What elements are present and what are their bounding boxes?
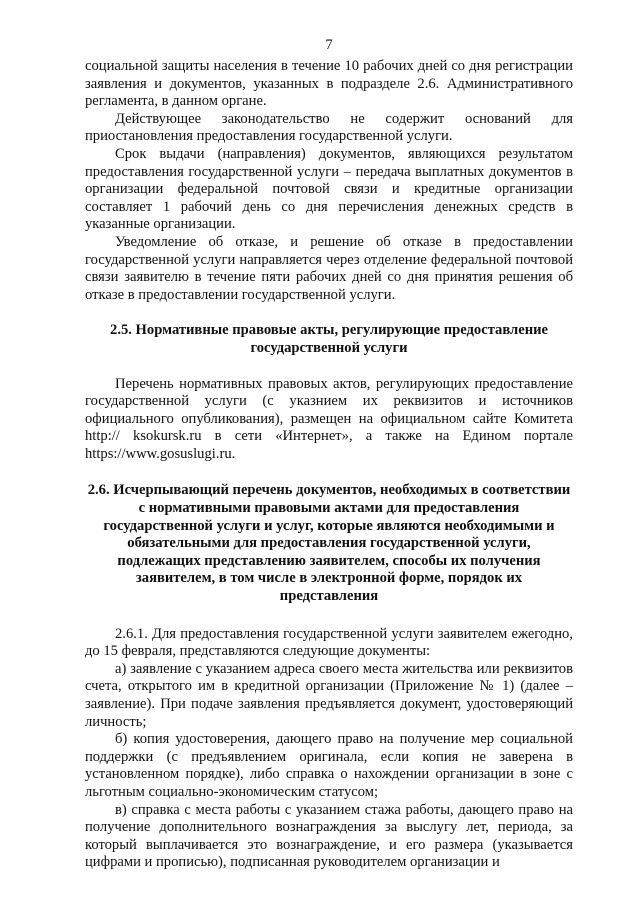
section-2-5-heading: 2.5. Нормативные правовые акты, регулирующие предоставление государственной услуги xyxy=(110,322,548,356)
section-2-6-heading: 2.6. Исчерпывающий перечень документов, необходимых в соответствии с нормативными правовыми актами для предоставления государственной услуги и услуг, которые являются необходимыми и обязательными для предоставления государственной услуги, подлежащих представлению заявителем, способы их получения заявителем, в том числе в электронной форме, порядок их представления xyxy=(87,482,571,605)
paragraph-continuation: социальной защиты населения в течение 10 рабочих дней со дня регистрации заявления и документов, указанных в подразделе 2.6. Административного регламента, в данном органе. xyxy=(85,58,573,110)
document-page xyxy=(85,0,573,905)
paragraph-no-suspension-grounds: Действующее законодательство не содержит оснований для приостановления предоставления государственной услуги. xyxy=(85,110,573,145)
document-body xyxy=(85,58,573,872)
section-2-6-1-intro: 2.6.1. Для предоставления государственной услуги заявителем ежегодно, до 15 февраля, представляются следующие документы: xyxy=(85,625,573,660)
section-2-5-text: Перечень нормативных правовых актов, регулирующих предоставление государственной услуги (с указнием их реквизитов и источников официального опубликования), размещен на официальном сайте Комитета http:// ksokursk.ru в сети «Интернет», а также на Едином портале https://www.gosuslugi.ru. xyxy=(85,375,573,462)
page-number: 7 xyxy=(325,37,333,53)
list-item-a: а) заявление с указанием адреса своего места жительства или реквизитов счета, открытого им в кредитной организации (Приложение № 1) (далее – заявление). При подаче заявления предъявляется документ, удостоверяющий личность; xyxy=(85,660,573,730)
paragraph-issue-term: Срок выдачи (направления) документов, являющихся результатом предоставления государственной услуги – передача выплатных документов в организации федеральной почтовой связи и кредитные организации составляет 1 рабочий день со дня перечисления денежных средств в указанные организации. xyxy=(85,145,573,233)
list-item-b: б) копия удостоверения, дающего право на получение мер социальной поддержки (с предъявлением оригинала, если копия не заверена в установленном порядке), либо справка о нахождении организации в зоне с льготным социально-экономическим статусом; xyxy=(85,731,573,800)
list-item-v: в) справка с места работы с указанием стажа работы, дающего право на получение дополнительного вознаграждения за выслугу лет, периода, за который выплачивается это вознаграждение, и его размера (указывается цифрами и прописью), подписанная руководителем организации и xyxy=(85,801,573,871)
paragraph-refusal-notice: Уведомление об отказе, и решение об отказе в предоставлении государственной услуги направляется через отделение федеральной почтовой связи заявителю в течение пяти рабочих дней со дня принятия решения об отказе в предоставлении государственной услуги. xyxy=(85,233,573,303)
